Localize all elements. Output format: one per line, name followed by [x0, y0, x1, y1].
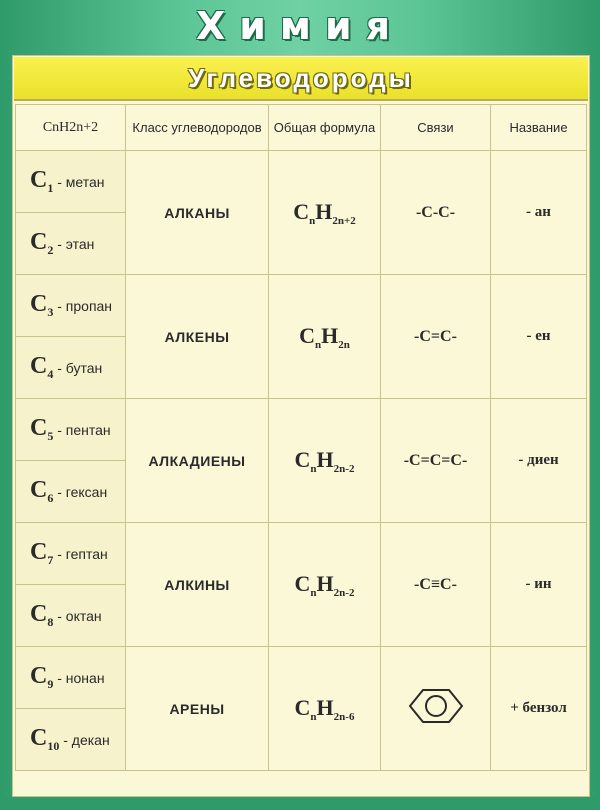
ending-cell: - ен [491, 275, 587, 399]
formula-h: H [316, 570, 334, 596]
formula-h-index: 2n-2 [333, 586, 355, 599]
carbon-symbol: C [30, 601, 48, 627]
substance-name: - бутан [57, 360, 103, 376]
formula-cell [269, 647, 381, 771]
carbon-symbol: C [30, 167, 48, 193]
formula-cell [269, 151, 381, 275]
substance-cell [16, 585, 126, 647]
formula-h-index: 2n+2 [332, 214, 356, 227]
substance-cell [16, 399, 126, 461]
substance-name: - декан [63, 732, 110, 748]
table-row [16, 647, 587, 709]
table-row [16, 523, 587, 585]
ending-cell: - ин [491, 523, 587, 647]
bonds-cell: -C=C- [381, 275, 491, 399]
formula-h: H [315, 198, 333, 224]
header-general-formula-alkane: CnH2n+2 [16, 105, 126, 151]
class-cell: АЛКАНЫ [126, 151, 269, 275]
substance-cell [16, 461, 126, 523]
formula-cell [269, 275, 381, 399]
carbon-count: 3 [47, 305, 54, 319]
formula-c-index: n [310, 462, 317, 475]
formula-h-index: 2n [338, 338, 350, 351]
poster-board [12, 55, 590, 797]
substance-cell [16, 709, 126, 771]
formula-h: H [321, 322, 339, 348]
table-row [16, 275, 587, 337]
carbon-count: 6 [47, 491, 54, 505]
substance-cell [16, 523, 126, 585]
bonds-cell [381, 647, 491, 771]
carbon-symbol: C [30, 229, 48, 255]
formula-cell [269, 523, 381, 647]
carbon-count: 7 [47, 553, 54, 567]
carbon-count: 10 [47, 739, 60, 753]
formula-c-index: n [310, 586, 317, 599]
class-cell: АЛКАДИЕНЫ [126, 399, 269, 523]
header-class: Класс углеводородов [126, 105, 269, 151]
formula-c: C [293, 198, 310, 224]
substance-name: - октан [57, 608, 102, 624]
carbon-count: 2 [47, 243, 54, 257]
bottom-strip [0, 797, 600, 810]
ending-cell: - ан [491, 151, 587, 275]
formula-c-index: n [310, 710, 317, 723]
substance-cell [16, 337, 126, 399]
formula-h: H [316, 694, 334, 720]
class-cell: АЛКИНЫ [126, 523, 269, 647]
formula-c: C [294, 694, 311, 720]
formula-c: C [294, 570, 311, 596]
carbon-symbol: C [30, 663, 48, 689]
formula-cell [269, 399, 381, 523]
header-ending: Название [491, 105, 587, 151]
bonds-cell: -C≡C- [381, 523, 491, 647]
substance-name: - гексан [57, 484, 108, 500]
carbon-symbol: C [30, 477, 48, 503]
substance-name: - пропан [57, 298, 113, 314]
hydrocarbons-table [15, 104, 587, 771]
class-cell: АРЕНЫ [126, 647, 269, 771]
formula-h: H [316, 446, 334, 472]
header-formula: Общая формула [269, 105, 381, 151]
substance-name: - нонан [57, 670, 105, 686]
ending-cell: + бензол [491, 647, 587, 771]
table-row [16, 151, 587, 213]
carbon-count: 9 [47, 677, 54, 691]
formula-c-index: n [309, 214, 316, 227]
carbon-symbol: C [30, 291, 48, 317]
formula-c: C [299, 322, 315, 348]
header-bonds: Связи [381, 105, 491, 151]
substance-name: - метан [57, 174, 105, 190]
formula-c: C [294, 446, 311, 472]
substance-cell [16, 275, 126, 337]
carbon-symbol: C [30, 353, 48, 379]
substance-cell [16, 213, 126, 275]
benzene-ring-icon [404, 686, 468, 726]
carbon-count: 4 [47, 367, 54, 381]
carbon-count: 1 [47, 181, 54, 195]
page-title: Химия [195, 4, 404, 48]
section-title: Углеводороды [14, 57, 588, 101]
formula-c-index: n [315, 338, 322, 351]
carbon-symbol: C [30, 725, 48, 751]
carbon-count: 8 [47, 615, 54, 629]
table-row [16, 399, 587, 461]
carbon-count: 5 [47, 429, 54, 443]
header-row [16, 105, 587, 151]
substance-cell [16, 647, 126, 709]
formula-h-index: 2n-6 [333, 710, 355, 723]
class-cell: АЛКЕНЫ [126, 275, 269, 399]
carbon-symbol: C [30, 539, 48, 565]
bonds-cell: -C-C- [381, 151, 491, 275]
carbon-symbol: C [30, 415, 48, 441]
substance-cell [16, 151, 126, 213]
substance-name: - этан [57, 236, 95, 252]
bonds-cell: -C=C=C- [381, 399, 491, 523]
substance-name: - гептан [57, 546, 108, 562]
substance-name: - пентан [57, 422, 111, 438]
ending-cell: - диен [491, 399, 587, 523]
formula-h-index: 2n-2 [333, 462, 355, 475]
